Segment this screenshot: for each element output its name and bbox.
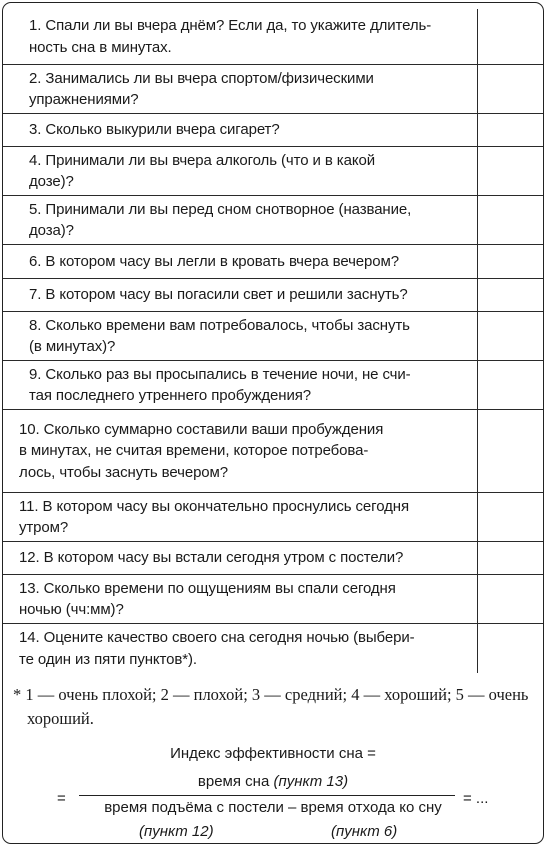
question-body: В котором часу вы легли в кровать вчера вечером? — [45, 252, 399, 270]
question-number: 4. — [29, 151, 42, 169]
answer-cell[interactable] — [477, 312, 543, 360]
answer-cell[interactable] — [477, 147, 543, 195]
question-text — [29, 147, 481, 195]
question-number: 1. — [29, 17, 42, 34]
formula-denominator: время подъёма с постели – время отхода ко сну — [104, 799, 442, 816]
question-row — [3, 9, 543, 65]
question-body: Принимали ли вы вчера алкоголь (что и в какой дозе)? — [29, 151, 375, 190]
question-label — [29, 284, 408, 306]
question-row — [3, 245, 543, 279]
question-label — [29, 199, 411, 242]
question-text — [29, 312, 481, 360]
answer-cell[interactable] — [477, 196, 543, 244]
question-row — [3, 147, 543, 196]
question-row — [3, 542, 543, 575]
question-number: 13. — [19, 579, 40, 597]
question-label — [19, 627, 415, 670]
question-text — [29, 65, 481, 113]
question-row — [3, 279, 543, 312]
question-body: Оцените качество своего сна сегодня ночью (выбери- те один из пяти пунктов*). — [19, 629, 415, 668]
question-text — [19, 624, 471, 673]
question-body: Принимали ли вы перед сном снотворное (название, доза)? — [29, 200, 412, 239]
answer-cell[interactable] — [477, 410, 543, 492]
question-body: Сколько времени по ощущениям вы спали сегодня ночью (чч:мм)? — [19, 579, 396, 618]
questionnaire-frame — [2, 2, 544, 844]
question-number: 11. — [19, 497, 39, 515]
question-label — [29, 150, 375, 193]
question-number: 14. — [19, 629, 40, 646]
question-label — [29, 68, 374, 111]
question-text — [29, 279, 481, 311]
question-body: В котором часу вы встали сегодня утром с постели? — [43, 549, 404, 567]
question-number: 7. — [29, 286, 42, 304]
question-text — [29, 9, 481, 64]
question-row — [3, 624, 543, 673]
answer-cell[interactable] — [477, 245, 543, 278]
answer-cell[interactable] — [477, 542, 543, 574]
question-row — [3, 196, 543, 245]
formula-result: = ... — [463, 790, 489, 807]
question-number: 5. — [29, 200, 42, 218]
question-row — [3, 312, 543, 361]
denominator-ref-right: (пункт 6) — [331, 823, 398, 840]
question-number: 3. — [29, 121, 42, 139]
numerator-main: время сна — [197, 773, 270, 790]
answer-cell[interactable] — [477, 575, 543, 623]
question-row — [3, 361, 543, 410]
numerator-ref: (пункт 13) — [273, 773, 349, 790]
question-row — [3, 575, 543, 624]
question-text — [19, 410, 471, 492]
answer-cell[interactable] — [477, 361, 543, 409]
question-label — [29, 315, 410, 358]
question-label — [29, 364, 411, 407]
question-label — [19, 578, 396, 621]
question-text — [19, 542, 471, 574]
question-row — [3, 65, 543, 114]
question-body: Сколько раз вы просыпались в течение ночи, не счи- тая последнего утреннего пробуждения? — [29, 365, 411, 404]
question-label — [29, 119, 280, 141]
question-body: Сколько суммарно составили ваши пробуждения в минутах, не считая времени, которое потребова- лось, чтобы заснуть вечером? — [19, 420, 384, 481]
question-number: 8. — [29, 316, 42, 334]
question-number: 9. — [29, 365, 42, 383]
question-label — [19, 496, 409, 539]
question-number: 12. — [19, 549, 40, 567]
question-body: В котором часу вы погасили свет и решили заснуть? — [45, 286, 408, 304]
question-label — [19, 547, 403, 569]
answer-cell[interactable] — [477, 279, 543, 311]
formula-numerator — [3, 773, 543, 790]
question-text — [29, 245, 481, 278]
formula-title: Индекс эффективности сна = — [170, 745, 376, 762]
question-body: Сколько времени вам потребовалось, чтобы заснуть (в минутах)? — [29, 316, 410, 355]
answer-cell[interactable] — [477, 9, 543, 64]
questions-table — [3, 9, 543, 673]
question-body: Занимались ли вы вчера спортом/физическими упражнениями? — [29, 69, 374, 108]
question-text — [29, 196, 481, 244]
fraction-bar — [79, 795, 455, 796]
answer-cell[interactable] — [477, 624, 543, 673]
question-row — [3, 493, 543, 542]
question-text — [29, 361, 481, 409]
question-row — [3, 114, 543, 147]
question-row — [3, 410, 543, 493]
question-body: Спали ли вы вчера днём? Если да, то укажите длитель- ность сна в минутах. — [29, 17, 432, 56]
footnote: * 1 — очень плохой; 2 — плохой; 3 — средний; 4 — хороший; 5 — очень хороший. — [13, 685, 529, 728]
question-number: 2. — [29, 69, 42, 87]
question-label — [29, 251, 399, 273]
answer-cell[interactable] — [477, 114, 543, 146]
formula-equals: = — [57, 790, 66, 807]
question-body: В котором часу вы окончательно проснулись сегодня утром? — [19, 497, 409, 536]
question-label — [19, 419, 383, 484]
question-label — [29, 15, 431, 58]
question-text — [19, 493, 471, 541]
question-number: 6. — [29, 252, 42, 270]
question-body: Сколько выкурили вчера сигарет? — [45, 121, 280, 139]
question-number: 10. — [19, 420, 40, 438]
denominator-ref-left: (пункт 12) — [139, 823, 214, 840]
answer-cell[interactable] — [477, 65, 543, 113]
question-text — [19, 575, 471, 623]
answer-cell[interactable] — [477, 493, 543, 541]
question-text — [29, 114, 481, 146]
